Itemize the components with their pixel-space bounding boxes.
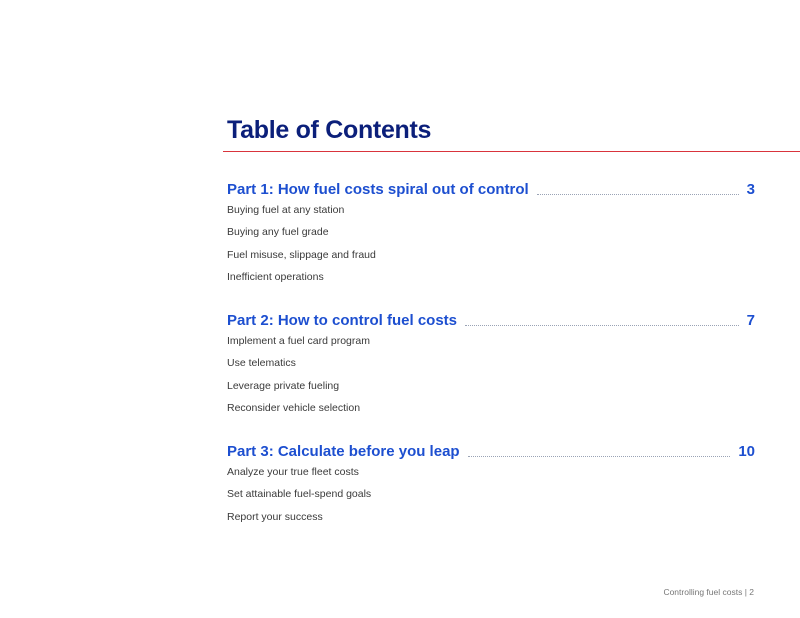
subtopic-item: Reconsider vehicle selection (227, 401, 361, 414)
subtopic-item: Set attainable fuel-spend goals (227, 488, 372, 501)
subtopic-item: Buying any fuel grade (227, 226, 329, 239)
page-number[interactable]: 3 (746, 181, 755, 198)
page-number[interactable]: 10 (738, 443, 755, 460)
subtopic-list (227, 199, 755, 288)
subtopic-item: Buying fuel at any station (227, 204, 345, 216)
page-footer: Controlling fuel costs | 2 (663, 587, 754, 597)
subtopic-item: Inefficient operations (227, 270, 324, 283)
section-title[interactable]: Part 3: Calculate before you leap (227, 443, 460, 460)
subtopic-item: Implement a fuel card program (227, 335, 370, 347)
section-title[interactable]: Part 1: How fuel costs spiral out of control (227, 181, 529, 198)
section-title[interactable]: Part 2: How to control fuel costs (227, 312, 458, 329)
page-number[interactable]: 7 (746, 312, 755, 329)
dot-leader (465, 324, 739, 326)
subtopic-item: Report your success (227, 510, 323, 523)
toc-section-part-3 (227, 439, 755, 528)
page-title: Table of Contents (227, 116, 432, 144)
toc-section-part-1 (227, 177, 755, 288)
subtopic-item: Leverage private fueling (227, 379, 340, 392)
toc-entry-part-2[interactable] (227, 308, 755, 330)
toc-section-part-2 (227, 308, 755, 419)
dot-leader (537, 193, 739, 195)
subtopic-list (227, 330, 755, 419)
subtopic-item: Fuel misuse, slippage and fraud (227, 248, 376, 261)
title-divider (223, 151, 800, 152)
dot-leader (468, 455, 731, 457)
toc-entry-part-3[interactable] (227, 439, 755, 461)
subtopic-item: Analyze your true fleet costs (227, 466, 359, 478)
toc-entry-part-1[interactable] (227, 177, 755, 199)
subtopic-item: Use telematics (227, 357, 296, 370)
subtopic-list (227, 461, 755, 528)
